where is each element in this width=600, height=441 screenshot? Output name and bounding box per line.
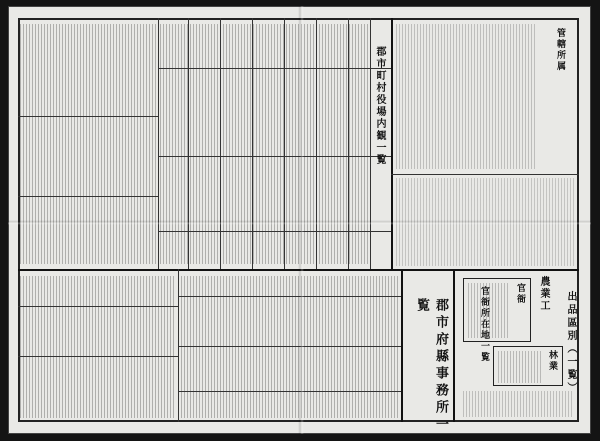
col-rule bbox=[348, 18, 349, 269]
upper-right-divider bbox=[391, 18, 393, 269]
col-rule bbox=[220, 18, 221, 269]
right-box-label: 林業 bbox=[547, 350, 557, 372]
lower-center-divider bbox=[401, 269, 403, 422]
col-rule bbox=[316, 18, 317, 269]
lower-middle-row-rule-2 bbox=[178, 391, 401, 392]
right-box-2 bbox=[493, 346, 563, 386]
upper-middle-row-rule bbox=[158, 156, 391, 157]
right-header-small: 管轄所属 bbox=[555, 28, 565, 72]
lower-left-table-text bbox=[20, 276, 176, 418]
upper-left-table-text bbox=[20, 24, 158, 264]
document-sheet bbox=[8, 6, 591, 434]
col-rule bbox=[252, 18, 253, 269]
right-mid-title: 官衙所在地一覧 bbox=[479, 286, 489, 363]
lower-left-row-rule-2 bbox=[18, 356, 178, 357]
upper-middle-header-rule bbox=[158, 68, 391, 69]
right-panel-divider bbox=[391, 174, 579, 175]
horizontal-fold bbox=[8, 220, 591, 225]
center-title: 郡市府縣事務所一覧 bbox=[414, 298, 448, 434]
upper-right-text bbox=[396, 24, 536, 169]
col-rule bbox=[370, 18, 371, 269]
upper-middle-table-text bbox=[160, 24, 370, 264]
right-box-label: 官衙 bbox=[515, 283, 525, 305]
col-rule bbox=[284, 18, 285, 269]
right-box-1 bbox=[463, 278, 531, 342]
bottom-right-text bbox=[463, 391, 573, 417]
right-section-title: 農業工 bbox=[538, 276, 549, 312]
upper-left-row-rule bbox=[18, 116, 158, 117]
upper-left-row-rule-2 bbox=[18, 196, 158, 197]
lower-middle-header-rule bbox=[178, 296, 401, 297]
upper-middle-row-rule-2 bbox=[158, 231, 391, 232]
bottom-right-title: 出品區別（一覧） bbox=[565, 291, 576, 395]
lower-middle-row-rule bbox=[178, 346, 401, 347]
lower-left-row-rule bbox=[18, 306, 178, 307]
main-title: 郡市町村役場内観一覧 bbox=[374, 46, 385, 166]
col-rule bbox=[188, 18, 189, 269]
lower-middle-table-text bbox=[181, 276, 399, 418]
lower-right-divider bbox=[453, 269, 455, 422]
